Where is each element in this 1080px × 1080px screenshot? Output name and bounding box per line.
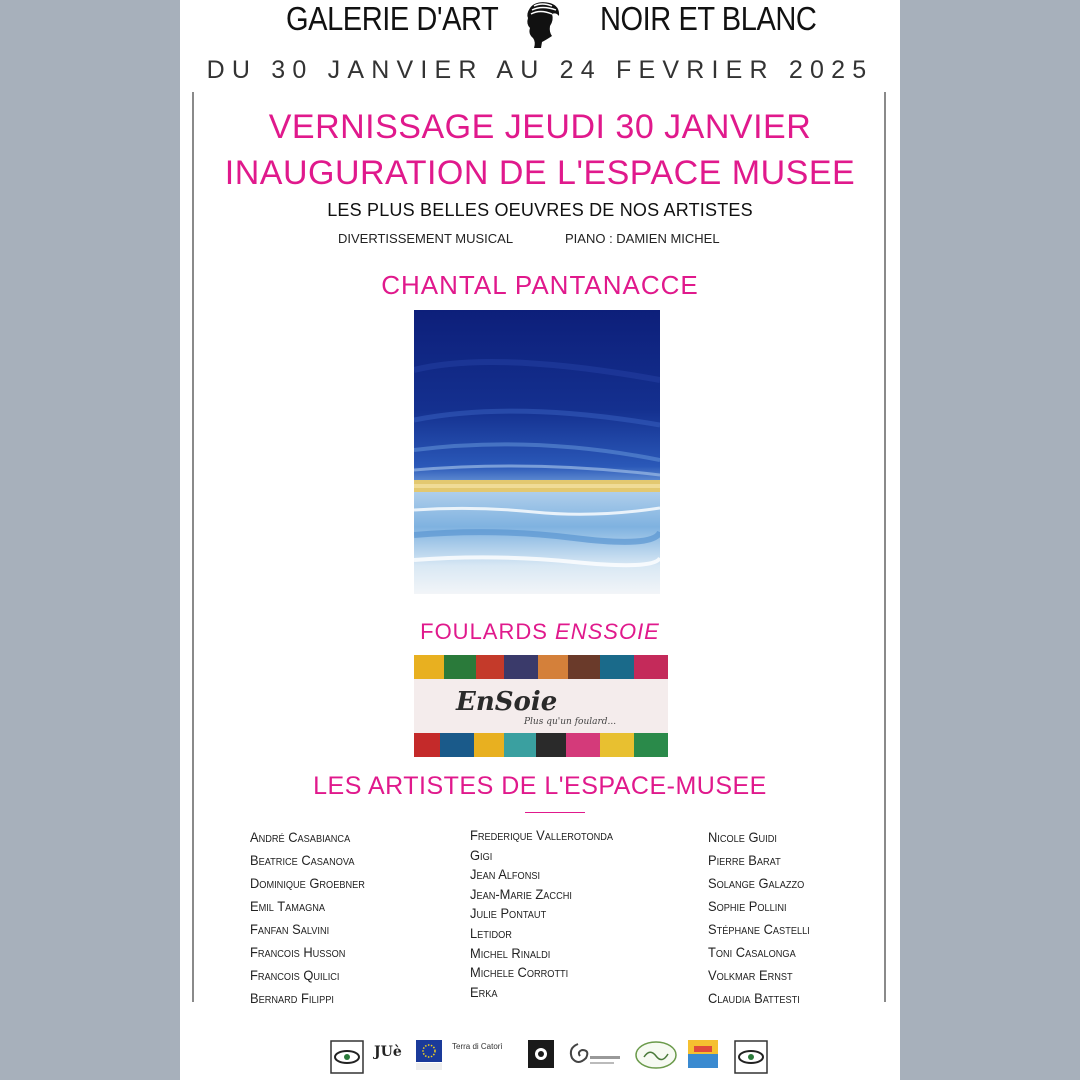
artist-name: Toni Casalonga — [708, 944, 796, 960]
exhibition-dates: DU 30 JANVIER AU 24 FEVRIER 2025 — [206, 56, 874, 84]
foulards-prefix: FOULARDS — [420, 619, 548, 644]
oeuvres-subtitle: LES PLUS BELLES OEUVRES DE NOS ARTISTES — [327, 200, 753, 220]
europe-flag-icon — [416, 1040, 442, 1070]
artist-name: Nicole Guidi — [708, 829, 777, 845]
enssoie-logo-panel — [414, 679, 668, 733]
right-border-line — [884, 92, 886, 1002]
artist-name: André Casabianca — [250, 829, 351, 845]
artist-name: Letidor — [470, 924, 512, 941]
artist-name: Michel Rinaldi — [470, 944, 551, 961]
artists-column-3 — [708, 826, 819, 1010]
enssoie-logo-name: EnSoie — [456, 687, 558, 717]
eye-logo-icon — [734, 1040, 768, 1074]
artist-name: Fanfan Salvini — [250, 921, 330, 937]
foulards-heading — [180, 619, 900, 645]
musical-entertainment: DIVERTISSEMENT MUSICAL — [338, 231, 514, 246]
gallery-name-left: GALERIE D'ART — [286, 0, 499, 37]
artist-name: Francois Husson — [250, 944, 346, 960]
artist-name: Emil Tamagna — [250, 898, 326, 914]
spiral-logo-icon — [566, 1040, 622, 1070]
abstract-seascape-painting — [414, 310, 660, 594]
featured-artist-name: CHANTAL PANTANACCE — [381, 270, 699, 300]
enssoie-logo-tagline: Plus qu'un foulard... — [524, 717, 617, 727]
artist-name: Dominique Groebner — [250, 875, 365, 891]
artist-name: Michele Corrotti — [470, 964, 569, 981]
inauguration-heading: INAUGURATION DE L'ESPACE MUSEE — [224, 154, 856, 192]
artist-name: Beatrice Casanova — [250, 852, 355, 868]
artist-name: Bernard Filippi — [250, 990, 334, 1006]
artist-name: Stéphane Castelli — [708, 921, 810, 937]
exhibition-poster — [180, 0, 900, 1080]
artist-name: Julie Pontaut — [470, 905, 547, 922]
artist-name: Volkmar Ernst — [708, 967, 793, 983]
piano-credit: PIANO : DAMIEN MICHEL — [565, 231, 720, 246]
enssoie-scarf-banner — [414, 655, 668, 757]
artist-name: Francois Quilici — [250, 967, 340, 983]
artists-column-2 — [470, 826, 626, 1002]
colorful-badge-icon — [688, 1040, 718, 1068]
title-divider — [525, 812, 585, 813]
gallery-name-right: NOIR ET BLANC — [600, 0, 817, 37]
eye-logo-icon — [330, 1040, 364, 1074]
artist-name: Frederique Vallerotonda — [470, 827, 614, 843]
artist-name: Jean Alfonsi — [470, 866, 541, 883]
oval-script-logo-icon — [634, 1040, 678, 1070]
artist-name: Claudia Battesti — [708, 990, 800, 1006]
terra-logo-icon: Terra di Catorì — [452, 1042, 503, 1051]
woman-profile-silhouette-icon — [516, 0, 566, 50]
artists-column-1 — [250, 826, 375, 1010]
artist-name: Erka — [470, 983, 498, 1000]
artist-name: Pierre Barat — [708, 852, 781, 868]
sponsor-logos-row — [330, 1040, 770, 1076]
left-border-line — [192, 92, 194, 1002]
artist-name: Sophie Pollini — [708, 898, 787, 914]
vernissage-heading: VERNISSAGE JEUDI 30 JANVIER — [268, 108, 812, 146]
jue-logo-icon: JUè — [374, 1044, 402, 1060]
artist-name: Gigi — [470, 846, 493, 863]
artist-name: Solange Galazzo — [708, 875, 805, 891]
artist-name: Jean-Marie Zacchi — [470, 885, 572, 902]
square-emblem-icon — [528, 1040, 554, 1068]
foulards-brand: ENSSOIE — [555, 619, 660, 644]
gallery-header — [180, 0, 900, 50]
artists-section-title: LES ARTISTES DE L'ESPACE-MUSEE — [313, 772, 767, 800]
